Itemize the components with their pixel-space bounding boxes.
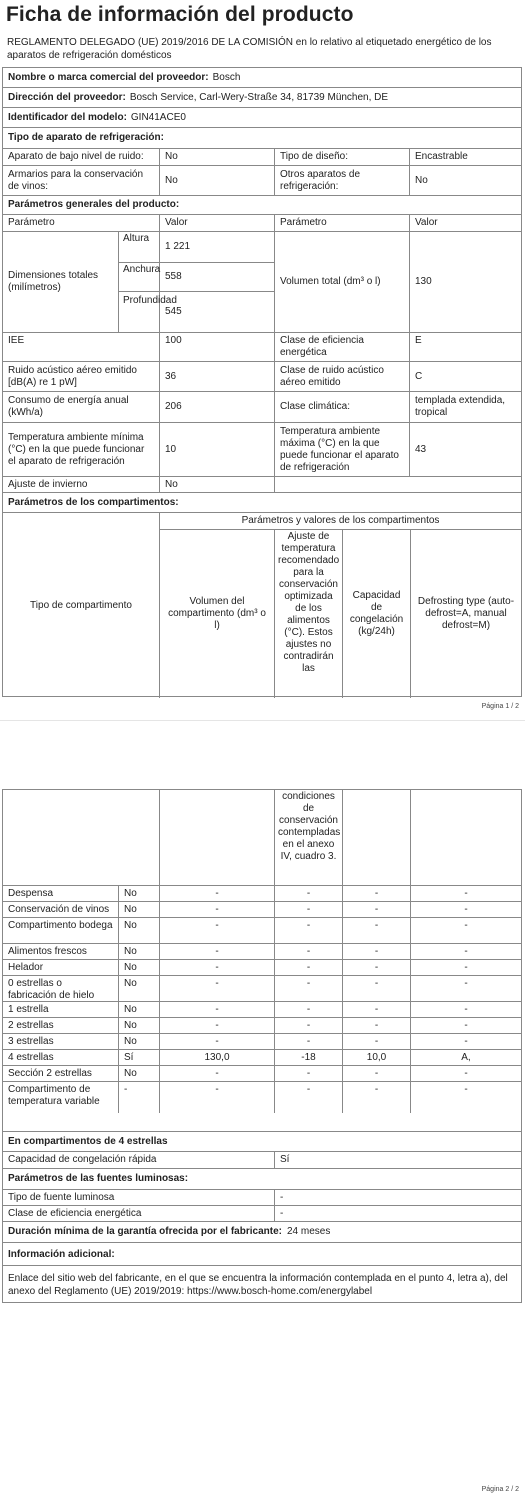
compartment-temp: -: [275, 1018, 343, 1033]
col-param-2: Parámetro: [275, 215, 410, 231]
dimensions-row: [3, 232, 521, 333]
col-compartment-volume: Volumen del compartimento (dm³ o l): [160, 530, 275, 698]
energy-value: 206: [160, 392, 275, 422]
wine-row: [3, 166, 521, 196]
winter-row: [3, 477, 521, 493]
general-heading-row: [3, 196, 521, 215]
compartment-name: Despensa: [3, 886, 119, 901]
noise-class-value: C: [415, 370, 423, 382]
page-number-1: Página 1 / 2: [481, 703, 519, 710]
compartment-volume: -: [160, 1034, 275, 1049]
climate-value: templada extendida, tropical: [415, 395, 506, 418]
compartment-present: No: [119, 902, 160, 917]
compartment-freeze-capacity: -: [343, 1082, 411, 1113]
height-label: Altura: [119, 232, 160, 263]
model-label: Identificador del modelo:: [8, 111, 127, 123]
product-info-table: [2, 67, 522, 697]
compartment-volume: -: [160, 1082, 275, 1113]
fast-freeze-row: [3, 1152, 521, 1169]
additional-info-text: Enlace del sitio web del fabricante, en el que se encuentra la información contemplada en el punto 4, letra a), del anexo del Reglamento (UE) 2019/2019: https://www.bosch-home.com/energylabel: [8, 1273, 508, 1297]
compartments-header-p1: [3, 513, 521, 698]
compartment-freeze-capacity: -: [343, 886, 411, 901]
light-class-value: -: [280, 1207, 284, 1219]
compartment-temp: -: [275, 1034, 343, 1049]
compartment-name: Compartimento bodega: [3, 918, 119, 943]
warranty-label: Duración mínima de la garantía ofrecida por el fabricante:: [8, 1226, 282, 1237]
compartment-freeze-capacity: -: [343, 1002, 411, 1017]
compartment-defrost: -: [464, 1004, 468, 1015]
supplier-name-label: Nombre o marca comercial del proveedor:: [8, 71, 209, 83]
eei-label: IEE: [3, 333, 160, 361]
light-type-label: Tipo de fuente luminosa: [3, 1190, 275, 1205]
warranty-row: [3, 1222, 521, 1243]
compartment-freeze-capacity: -: [343, 1066, 411, 1081]
tmax-value: 43: [415, 443, 427, 455]
compartment-present: No: [119, 960, 160, 975]
compartment-defrost: -: [464, 1020, 468, 1031]
compartment-present: No: [119, 1018, 160, 1033]
col-param: Parámetro: [3, 215, 160, 231]
compartment-defrost: -: [464, 962, 468, 973]
height-value: 1 221: [160, 232, 274, 263]
compartment-temp: -: [275, 902, 343, 917]
compartment-present: No: [119, 976, 160, 1001]
design-label: Tipo de diseño:: [275, 149, 410, 165]
width-label: Anchura: [119, 263, 160, 292]
compartment-freeze-capacity: -: [343, 944, 411, 959]
footer-table: [2, 1132, 522, 1266]
compartment-temp: -18: [275, 1050, 343, 1065]
model-value: GIN41ACE0: [130, 111, 186, 123]
compartment-row: [3, 976, 521, 1002]
compartment-temp: -: [275, 944, 343, 959]
compartment-defrost: -: [464, 904, 468, 915]
compartment-volume: -: [160, 886, 275, 901]
additional-info-box: [2, 1266, 522, 1303]
page-2: [0, 720, 525, 1501]
wine-value: No: [160, 166, 275, 195]
compartment-freeze-capacity: -: [343, 1034, 411, 1049]
energy-label: Consumo de energía anual (kWh/a): [3, 392, 160, 422]
col-compartment-type: Tipo de compartimento: [3, 513, 160, 698]
other-label: Otros aparatos de refrigeración:: [275, 166, 410, 195]
dimensions-label: Dimensiones totales (milímetros): [3, 232, 119, 332]
page-1: [0, 0, 525, 712]
compartment-defrost: -: [464, 1084, 468, 1095]
compartment-volume: -: [160, 1066, 275, 1081]
eff-class-value: E: [415, 335, 422, 346]
compartment-defrost: -: [464, 946, 468, 957]
col-defrost-type: Defrosting type (auto-defrost=A, manual defrost=M): [417, 596, 515, 631]
compartment-freeze-capacity: -: [343, 1018, 411, 1033]
noise-value: 36: [160, 362, 275, 391]
compartment-freeze-capacity: 10,0: [343, 1050, 411, 1065]
compartment-volume: 130,0: [160, 1050, 275, 1065]
compartment-defrost: -: [464, 978, 468, 989]
winter-value: No: [160, 477, 275, 492]
eei-value: 100: [160, 333, 275, 361]
noise-row: [3, 362, 521, 392]
compartment-present: -: [119, 1082, 160, 1113]
light-class-label: Clase de eficiencia energética: [3, 1206, 275, 1221]
compartment-name: 0 estrellas o fabricación de hielo: [3, 976, 119, 1001]
compartment-volume: -: [160, 1002, 275, 1017]
low-noise-row: [3, 149, 521, 166]
supplier-address-label: Dirección del proveedor:: [8, 91, 126, 103]
compartment-temp: -: [275, 1066, 343, 1081]
appliance-type-heading-row: [3, 128, 521, 149]
compartment-temp: -: [275, 976, 343, 1001]
compartment-temp: -: [275, 918, 343, 943]
volume-value: 130: [415, 276, 432, 287]
compartment-row: [3, 960, 521, 976]
compartment-group-header: Parámetros y valores de los compartimentos: [160, 513, 521, 530]
compartment-present: No: [119, 1002, 160, 1017]
appliance-type-heading: Tipo de aparato de refrigeración:: [8, 132, 164, 143]
compartment-volume: -: [160, 976, 275, 1001]
tmin-value: 10: [160, 423, 275, 476]
compartments-header-p2: [3, 790, 521, 886]
design-value: Encastrable: [415, 151, 468, 162]
compartment-defrost: -: [464, 920, 468, 931]
compartments-table: [2, 789, 522, 1132]
compartment-defrost: -: [464, 1068, 468, 1079]
compartment-name: 3 estrellas: [3, 1034, 119, 1049]
compartment-defrost: -: [464, 1036, 468, 1047]
light-heading: Parámetros de las fuentes luminosas:: [8, 1173, 189, 1184]
energy-row: [3, 392, 521, 423]
compartments-heading-row: [3, 493, 521, 513]
compartment-row: [3, 1066, 521, 1082]
compartment-volume: -: [160, 1018, 275, 1033]
compartment-name: Helador: [3, 960, 119, 975]
additional-heading-row: [3, 1243, 521, 1266]
compartment-present: Sí: [119, 1050, 160, 1065]
compartment-row: [3, 886, 521, 902]
compartment-name: Compartimento de temperatura variable: [3, 1082, 119, 1113]
compartment-present: No: [119, 1034, 160, 1049]
compartment-freeze-capacity: -: [343, 902, 411, 917]
compartment-row: [3, 1050, 521, 1066]
col-temp-setting: Ajuste de temperatura recomendado para la conservación optimizada de los alimentos (°C). Estos ajustes no contradirán las: [275, 530, 343, 698]
general-heading: Parámetros generales del producto:: [8, 199, 180, 210]
compartment-row: [3, 1034, 521, 1050]
compartment-defrost: A,: [461, 1052, 471, 1063]
climate-label: Clase climática:: [275, 392, 410, 422]
compartment-temp: -: [275, 960, 343, 975]
compartments-heading: Parámetros de los compartimentos:: [8, 496, 179, 508]
col-value-2: Valor: [415, 217, 438, 228]
width-value: 558: [160, 263, 274, 292]
col-freeze-capacity: Capacidad de congelación (kg/24h): [343, 530, 411, 698]
depth-label: Profundidad: [119, 292, 160, 332]
general-header-row: [3, 215, 521, 232]
compartment-volume: -: [160, 944, 275, 959]
temperature-row: [3, 423, 521, 477]
fast-freeze-label: Capacidad de congelación rápida: [3, 1152, 275, 1168]
compartment-temp: -: [275, 886, 343, 901]
compartment-present: No: [119, 1066, 160, 1081]
compartment-temp: -: [275, 1002, 343, 1017]
other-value: No: [415, 174, 428, 186]
depth-value: 545: [165, 306, 182, 317]
compartment-row: [3, 1002, 521, 1018]
regulation-text: REGLAMENTO DELEGADO (UE) 2019/2016 DE LA COMISIÓN en lo relativo al etiquetado energético de los aparatos de refrigeración domésticos: [7, 37, 492, 61]
page-number-2: Página 2 / 2: [481, 1486, 519, 1493]
model-row: [3, 108, 521, 128]
four-star-heading-row: [3, 1132, 521, 1152]
compartment-volume: -: [160, 918, 275, 943]
noise-class-label: Clase de ruido acústico aéreo emitido: [275, 362, 410, 391]
compartment-name: Conservación de vinos: [3, 902, 119, 917]
volume-label: Volumen total (dm³ o l): [275, 232, 410, 332]
light-type-row: [3, 1190, 521, 1206]
supplier-address-row: [3, 88, 521, 108]
supplier-name-value: Bosch: [212, 71, 241, 83]
wine-label: Armarios para la conservación de vinos:: [3, 166, 160, 195]
tmin-label: Temperatura ambiente mínima (°C) en la que puede funcionar el aparato de refrigeración: [3, 423, 160, 476]
col-value: Valor: [160, 215, 275, 231]
col-temp-setting-cont: condiciones de conservación contempladas en el anexo IV, cuadro 3.: [275, 790, 343, 885]
fast-freeze-value: Sí: [280, 1154, 290, 1165]
compartment-row: [3, 944, 521, 960]
light-heading-row: [3, 1169, 521, 1190]
compartment-volume: -: [160, 960, 275, 975]
noise-label: Ruido acústico aéreo emitido [dB(A) re 1 pW]: [3, 362, 160, 391]
low-noise-value: No: [160, 149, 275, 165]
additional-heading: Información adicional:: [8, 1248, 115, 1260]
compartment-name: Sección 2 estrellas: [3, 1066, 119, 1081]
eei-row: [3, 333, 521, 362]
page-title: Ficha de información del producto: [6, 3, 354, 26]
compartment-present: No: [119, 944, 160, 959]
compartment-name: 4 estrellas: [3, 1050, 119, 1065]
compartment-present: No: [119, 886, 160, 901]
compartment-temp: -: [275, 1082, 343, 1113]
tmax-label: Temperatura ambiente máxima (°C) en la que puede funcionar el aparato de refrigeración: [275, 423, 410, 476]
compartment-row: [3, 918, 521, 944]
compartment-freeze-capacity: -: [343, 976, 411, 1001]
four-star-heading: En compartimentos de 4 estrellas: [8, 1135, 168, 1147]
compartment-volume: -: [160, 902, 275, 917]
winter-label: Ajuste de invierno: [3, 477, 160, 492]
compartment-defrost: -: [464, 888, 468, 899]
light-type-value: -: [280, 1191, 284, 1203]
supplier-address-value: Bosch Service, Carl-Wery-Straße 34, 81739 München, DE: [129, 91, 389, 103]
supplier-name-row: [3, 68, 521, 88]
compartment-freeze-capacity: -: [343, 918, 411, 943]
compartment-row: [3, 1018, 521, 1034]
compartment-name: 2 estrellas: [3, 1018, 119, 1033]
compartment-freeze-capacity: -: [343, 960, 411, 975]
eff-class-label: Clase de eficiencia energética: [275, 333, 410, 361]
low-noise-label: Aparato de bajo nivel de ruido:: [3, 149, 160, 165]
compartment-name: 1 estrella: [3, 1002, 119, 1017]
light-class-row: [3, 1206, 521, 1222]
compartment-row: [3, 902, 521, 918]
warranty-value: 24 meses: [286, 1226, 331, 1237]
compartment-row: [3, 1082, 521, 1113]
compartment-name: Alimentos frescos: [3, 944, 119, 959]
compartment-present: No: [119, 918, 160, 943]
